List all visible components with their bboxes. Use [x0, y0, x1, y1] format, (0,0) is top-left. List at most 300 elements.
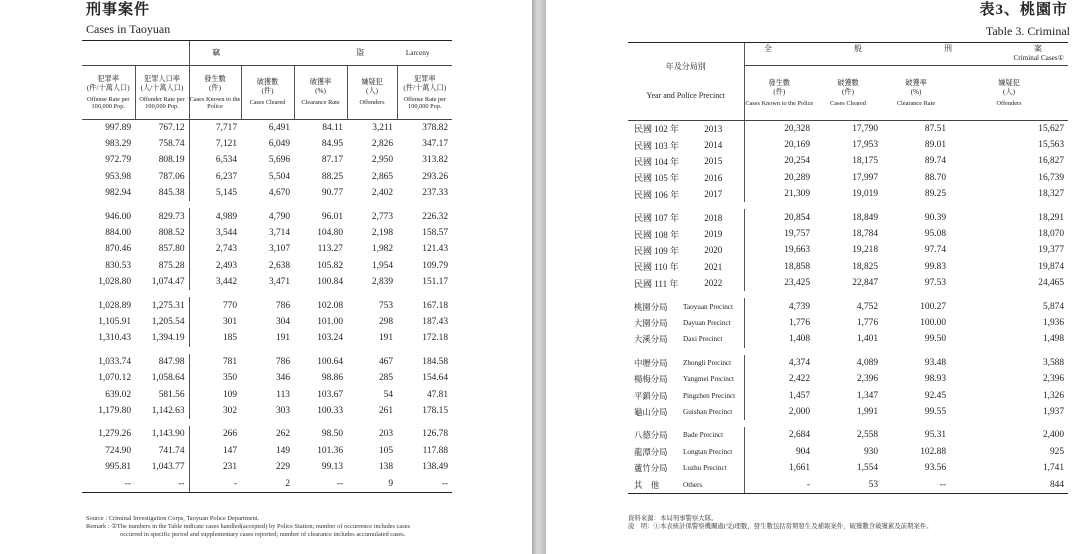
year-label-en: 2018 — [704, 212, 723, 223]
table-cell: 3,544 — [189, 225, 241, 241]
table-cell: 875.28 — [158, 260, 185, 271]
table-row — [82, 475, 452, 491]
table-cell: 99.50 — [924, 334, 946, 345]
table-cell: 786 — [275, 300, 290, 311]
column-header-zh: 嫌疑犯 — [998, 78, 1020, 87]
year-label-en: 2014 — [704, 140, 723, 151]
table-cell: 158.57 — [422, 228, 449, 239]
precinct-label-zh: 其 他 — [634, 480, 660, 490]
column-header — [814, 65, 882, 120]
criminal-group-header — [744, 43, 1068, 65]
column-header-unit: (%) — [315, 87, 326, 95]
table-cell: 5,504 — [268, 171, 290, 182]
table-cell: 90.39 — [924, 212, 946, 223]
stub-header-zh: 年及分局別 — [665, 62, 706, 72]
table-cell: 3,714 — [268, 228, 290, 239]
table-cell: 724.90 — [105, 445, 131, 456]
table-row — [82, 241, 452, 257]
table-cell: 1,142.63 — [151, 405, 185, 416]
table-cell: 104.80 — [317, 228, 343, 239]
table-cell: 87.51 — [924, 123, 946, 134]
table-cell: 997.89 — [105, 122, 131, 133]
table-cell: 138 — [378, 462, 393, 473]
table-cell: 753 — [378, 300, 393, 311]
table-row — [82, 152, 452, 168]
right-title-zh: 表3、桃園市 — [979, 2, 1068, 18]
table-row — [82, 459, 452, 475]
table-cell: 2,400 — [1042, 430, 1065, 441]
table-cell: 1,457 — [744, 387, 814, 403]
table-cell: 9 — [388, 478, 393, 489]
larceny-group-en: Larceny — [405, 48, 430, 57]
table-cell: 154.64 — [422, 373, 449, 384]
table-cell: 857.80 — [158, 244, 185, 255]
column-header-zh: 破獲率 — [309, 78, 332, 86]
table-cell: 741.74 — [158, 445, 185, 456]
precinct-label-en: Others — [683, 480, 703, 489]
table-cell: 844 — [1049, 479, 1065, 490]
table-cell: 178.15 — [422, 405, 449, 416]
table-cell: 21,309 — [744, 186, 814, 202]
table-row — [82, 258, 452, 274]
table-cell: 23,425 — [744, 275, 814, 291]
column-header-en: Offense Rate per 100,000 Pop. — [403, 95, 447, 110]
table-cell: 1,661 — [744, 460, 814, 476]
table-cell: 7,717 — [189, 119, 241, 136]
left-page — [0, 0, 532, 554]
group-spacer-cell — [82, 201, 452, 208]
table-row — [82, 426, 452, 442]
year-label-zh: 民國 110 年 — [634, 262, 679, 273]
table-cell: 581.56 — [158, 389, 185, 400]
table-cell: 313.82 — [422, 155, 449, 166]
stub-header — [628, 43, 744, 120]
column-header-unit: (件) — [842, 87, 854, 96]
column-header-en: Cases Known to the Police — [745, 99, 814, 107]
group-spacer-cell — [628, 202, 1068, 209]
table-cell: 5,696 — [268, 155, 290, 166]
table-cell: 2,558 — [856, 430, 878, 441]
table-cell: 350 — [189, 370, 241, 386]
column-header-zh: 犯罪率 — [97, 74, 120, 83]
table-cell: 1,326 — [1042, 390, 1065, 401]
table-cell: 184.58 — [422, 356, 449, 367]
table-cell: 18,825 — [852, 261, 878, 272]
year-label-en: 2017 — [704, 189, 723, 200]
criminal-group-zh: 全 般 刑 案 — [764, 44, 1065, 54]
year-label-en: 2016 — [704, 172, 723, 183]
table-cell: 2,839 — [371, 277, 393, 288]
column-header-unit: (件) — [209, 83, 221, 92]
table-cell: 830.53 — [105, 260, 131, 271]
table-cell: 2,000 — [744, 404, 814, 420]
column-header-unit: (人/十萬人口) — [140, 83, 184, 92]
group-spacer — [628, 420, 1068, 427]
column-header-en: Offender Rate per 100,000 Pop. — [139, 95, 185, 110]
column-header-zh: 發生數 — [204, 74, 226, 83]
table-cell: 17,997 — [852, 172, 878, 183]
column-header-zh: 破獲數 — [837, 78, 859, 87]
table-cell: 18,175 — [852, 156, 878, 167]
table-cell: 847.98 — [158, 356, 185, 367]
column-header-unit: (件) — [261, 87, 274, 95]
table-cell: 4,790 — [268, 211, 290, 222]
column-header-unit: (%) — [910, 87, 922, 96]
table-cell: 946.00 — [105, 211, 131, 222]
table-cell: 1,074.47 — [151, 277, 185, 288]
table-cell: 1,105.91 — [98, 316, 131, 327]
table-cell: 103.24 — [317, 333, 343, 344]
year-label-en: 2021 — [704, 261, 723, 272]
table-cell: 18,849 — [852, 212, 878, 223]
table-cell: 953.98 — [105, 171, 131, 182]
table-cell: 4,989 — [189, 208, 241, 224]
table-row — [82, 274, 452, 290]
table-row — [82, 386, 452, 402]
column-header — [397, 65, 452, 119]
precinct-label-zh: 八德分局 — [634, 431, 668, 441]
table-row — [82, 403, 452, 419]
table-cell: 829.73 — [158, 211, 185, 222]
table-cell: 17,953 — [852, 140, 878, 151]
table-cell: 88.25 — [321, 171, 343, 182]
right-source-note: 資料來源：本局刑事警察大隊。 — [628, 515, 718, 522]
table-cell: 1,741 — [1042, 463, 1065, 474]
table-cell: 1,991 — [856, 406, 878, 417]
table-cell: 105 — [378, 445, 393, 456]
table-row — [628, 298, 1068, 314]
table-cell: -- — [336, 478, 343, 489]
table-cell: 1,554 — [856, 463, 878, 474]
table-cell: 18,327 — [1038, 189, 1065, 200]
year-label-en: 2019 — [704, 229, 723, 240]
table-cell: 304 — [275, 316, 290, 327]
table-row — [82, 225, 452, 241]
table-cell: 2,865 — [371, 171, 393, 182]
table-cell: 18,291 — [1038, 212, 1065, 223]
left-header-blank — [82, 41, 189, 65]
table-cell: 93.48 — [924, 357, 946, 368]
table-cell: 88.70 — [924, 172, 946, 183]
precinct-label-en: Zhongli Precinct — [683, 358, 732, 367]
book-gutter — [532, 0, 546, 554]
table-cell: -- — [124, 478, 131, 489]
table-cell: 302 — [189, 403, 241, 419]
table-cell: 16,739 — [1038, 172, 1065, 183]
table-cell: 90.77 — [321, 188, 343, 199]
table-cell: 97.53 — [924, 278, 946, 289]
table-cell: 117.88 — [422, 445, 449, 456]
table-row — [628, 371, 1068, 387]
table-cell: 808.52 — [158, 228, 185, 239]
column-header-zh: 破獲率 — [905, 78, 927, 87]
table-cell: 2,684 — [744, 427, 814, 443]
table-cell: 266 — [189, 426, 241, 442]
precinct-label-en: Bade Precinct — [683, 431, 724, 440]
table-cell: 185 — [189, 330, 241, 346]
precinct-label-zh: 龍潭分局 — [634, 447, 668, 457]
table-row — [628, 120, 1068, 137]
table-cell: 98.93 — [924, 374, 946, 385]
table-cell: 1,028.80 — [98, 277, 131, 288]
precinct-label-en: Daxi Precinct — [683, 335, 723, 344]
precinct-label-en: Taoyuan Precinct — [683, 302, 733, 311]
precinct-label-zh: 桃園分局 — [634, 302, 668, 312]
table-cell: 262 — [275, 429, 290, 440]
table-cell: 5,145 — [189, 185, 241, 201]
table-cell: 1,058.64 — [151, 373, 185, 384]
table-cell: 105.82 — [317, 260, 343, 271]
precinct-label-en: Pingzhen Precinct — [683, 391, 736, 400]
table-cell: 15,563 — [1038, 140, 1065, 151]
table-cell: 767.12 — [158, 122, 185, 133]
table-cell: 100.84 — [317, 277, 343, 288]
table-cell: 770 — [189, 297, 241, 313]
column-header-en: Clearance Rate — [896, 99, 936, 107]
table-cell: 18,070 — [1038, 229, 1065, 240]
table-cell: 4,739 — [744, 298, 814, 314]
column-header — [347, 65, 397, 119]
precinct-label-zh: 大園分局 — [634, 318, 668, 328]
left-remark-line2: occurred in specific period and supplementary cases reported; number of clearance includes accumulated cases. — [120, 531, 406, 538]
group-spacer — [82, 290, 452, 297]
table-cell: 995.81 — [105, 462, 131, 473]
table-cell: 22,847 — [852, 278, 878, 289]
group-spacer — [628, 291, 1068, 298]
table-cell: 3,107 — [268, 244, 290, 255]
table-cell: 2,198 — [371, 228, 393, 239]
table-cell: 3,211 — [372, 122, 393, 133]
table-cell: 226.32 — [422, 211, 449, 222]
larceny-table — [82, 40, 452, 493]
table-row — [82, 370, 452, 386]
table-row — [628, 259, 1068, 275]
year-label-zh: 民國 102 年 — [634, 124, 680, 135]
table-cell: 7,121 — [189, 136, 241, 152]
table-row — [82, 330, 452, 346]
column-header — [882, 65, 950, 120]
column-header-unit: (件/十萬人口) — [403, 83, 447, 92]
right-remark-note: 說 明：①本表統計係警察機關處(受)理數，發生數包括當期發生及補報案件，破獲數含破獲累及前期案件。 — [628, 523, 933, 530]
table-cell: -- — [441, 478, 449, 489]
table-cell: 972.79 — [105, 155, 131, 166]
table-cell: 113 — [276, 389, 290, 400]
table-row — [628, 427, 1068, 443]
table-cell: 4,089 — [856, 357, 878, 368]
column-header-en: Cases Cleared — [830, 99, 866, 107]
table-cell: 191 — [378, 333, 393, 344]
table-row — [628, 186, 1068, 202]
criminal-cases-table — [628, 42, 1068, 494]
table-cell: 100.33 — [317, 405, 343, 416]
table-cell: 285 — [378, 373, 393, 384]
table-row — [628, 460, 1068, 476]
table-cell: 93.56 — [924, 463, 946, 474]
table-cell: 4,670 — [268, 188, 290, 199]
table-cell: 293.26 — [422, 171, 449, 182]
table-cell: 89.74 — [924, 156, 946, 167]
table-cell: 237.33 — [422, 188, 449, 199]
table-row — [628, 387, 1068, 403]
table-row — [82, 443, 452, 459]
table-cell: 3,588 — [1042, 357, 1065, 368]
table-cell: 47.81 — [426, 389, 449, 400]
column-header — [950, 65, 1068, 120]
table-cell: 229 — [275, 462, 290, 473]
column-header-unit: (件/十萬人口) — [86, 83, 130, 92]
table-cell: 203 — [378, 429, 393, 440]
table-cell: 100.00 — [920, 317, 946, 328]
larceny-group-header — [189, 41, 452, 65]
year-label-zh: 民國 109 年 — [634, 245, 680, 256]
column-header — [744, 65, 814, 120]
table-cell: 99.83 — [924, 261, 946, 272]
table-cell: 16,827 — [1038, 156, 1065, 167]
table-cell: 808.19 — [158, 155, 185, 166]
table-cell: 983.29 — [105, 139, 131, 150]
table-cell: 982.94 — [105, 188, 131, 199]
table-cell: 18,858 — [744, 259, 814, 275]
table-cell: 298 — [378, 316, 393, 327]
table-cell: 1,936 — [1042, 317, 1065, 328]
table-cell: 103.67 — [317, 389, 343, 400]
table-cell: 18,784 — [852, 229, 878, 240]
table-row — [82, 119, 452, 136]
table-cell: 6,534 — [189, 152, 241, 168]
table-cell: 6,237 — [189, 169, 241, 185]
year-label-en: 2013 — [704, 123, 723, 134]
table-cell: 3,442 — [189, 274, 241, 290]
table-cell: 346 — [275, 373, 290, 384]
table-cell: 89.25 — [924, 189, 946, 200]
table-cell: 1,275.31 — [151, 300, 185, 311]
table-cell: 1,143.90 — [151, 429, 185, 440]
table-cell: 126.78 — [422, 429, 449, 440]
table-row — [82, 314, 452, 330]
group-spacer — [628, 202, 1068, 209]
table-cell: - — [744, 476, 814, 492]
table-cell: 6,049 — [268, 139, 290, 150]
left-source-note: Source : Criminal Investigation Corps, Taoyuan Police Department. — [86, 515, 260, 522]
column-header-unit: (人) — [1003, 87, 1016, 96]
table-cell: 231 — [189, 459, 241, 475]
stub-header-en: Year and Police Precinct — [646, 91, 725, 101]
table-row — [628, 315, 1068, 331]
table-cell: 87.17 — [321, 155, 343, 166]
precinct-label-zh: 楊梅分局 — [634, 375, 668, 385]
column-header-en: Offenders — [996, 99, 1022, 107]
table-cell: -- — [939, 479, 946, 490]
table-cell: 1,776 — [856, 317, 878, 328]
table-cell: 54 — [383, 389, 393, 400]
table-cell: 138.49 — [422, 462, 449, 473]
criminal-group-en: Criminal Cases① — [1013, 54, 1065, 63]
group-spacer — [82, 419, 452, 426]
table-cell: 19,757 — [744, 226, 814, 242]
table-cell: 98.86 — [321, 373, 343, 384]
table-cell: 2,773 — [371, 211, 393, 222]
table-row — [628, 209, 1068, 225]
precinct-label-en: Dayuan Precinct — [683, 318, 731, 327]
column-header-en: Cases Cleared — [249, 99, 286, 106]
table-row — [82, 185, 452, 201]
year-label-zh: 民國 104 年 — [634, 156, 680, 167]
year-label-zh: 民國 103 年 — [634, 140, 680, 151]
table-cell: 639.02 — [105, 389, 131, 400]
table-cell: 99.13 — [321, 462, 343, 473]
table-cell: 787.06 — [158, 171, 185, 182]
table-cell: 19,218 — [852, 245, 878, 256]
table-cell: 1,070.12 — [98, 373, 131, 384]
table-cell: 1,347 — [856, 390, 878, 401]
table-cell: 2,743 — [189, 241, 241, 257]
table-cell: 100.64 — [317, 356, 343, 367]
table-row — [82, 354, 452, 370]
year-label-zh: 民國 106 年 — [634, 189, 680, 200]
table-cell: 1,205.54 — [151, 316, 185, 327]
table-row — [628, 444, 1068, 460]
table-cell: 1,954 — [371, 260, 393, 271]
table-cell: 2,638 — [268, 260, 290, 271]
table-cell: 84.11 — [322, 122, 343, 133]
table-cell: 20,328 — [744, 120, 814, 137]
table-row — [628, 355, 1068, 371]
table-cell: 95.31 — [924, 430, 946, 441]
table-cell: 758.74 — [158, 139, 185, 150]
table-cell: 781 — [189, 354, 241, 370]
table-cell: 1,498 — [1042, 334, 1065, 345]
table-row — [628, 226, 1068, 242]
year-label-zh: 民國 107 年 — [634, 213, 680, 224]
table-cell: 151.17 — [422, 277, 449, 288]
precinct-label-zh: 中壢分局 — [634, 358, 668, 368]
table-cell: 1,937 — [1042, 406, 1065, 417]
table-cell: 20,854 — [744, 209, 814, 225]
table-cell: 1,028.89 — [98, 300, 131, 311]
table-cell: 1,401 — [856, 334, 878, 345]
left-title-en: Cases in Taoyuan — [86, 22, 171, 36]
table-cell: 147 — [189, 443, 241, 459]
table-row — [628, 153, 1068, 169]
table-cell: 99.55 — [924, 406, 946, 417]
precinct-label-en: Luzhu Precinct — [683, 464, 727, 473]
table-cell: 1,310.43 — [98, 333, 131, 344]
table-cell: 1,408 — [744, 331, 814, 347]
group-spacer — [82, 201, 452, 208]
table-cell: 870.46 — [105, 244, 131, 255]
precinct-label-zh: 平鎮分局 — [634, 391, 668, 401]
column-header-zh: 犯罪人口率 — [144, 74, 180, 83]
left-remark-line1: Remark : ①The numbers in the Table indicate cases handled(accepted) by Police Station; number of occurrence includes cases — [86, 523, 411, 530]
column-header — [294, 65, 347, 119]
left-title-zh: 刑事案件 — [86, 2, 151, 18]
precinct-label-en: Longtan Precinct — [683, 447, 733, 456]
table-row — [628, 170, 1068, 186]
column-header — [241, 65, 294, 119]
group-spacer-cell — [82, 419, 452, 426]
table-cell: 4,374 — [744, 355, 814, 371]
table-cell: 121.43 — [422, 244, 449, 255]
table-row — [628, 331, 1068, 347]
table-cell: 1,279.26 — [98, 429, 131, 440]
table-row — [82, 169, 452, 185]
group-spacer — [628, 348, 1068, 355]
table-cell: 167.18 — [422, 300, 449, 311]
table-cell: 97.74 — [924, 245, 946, 256]
table-cell: 102.88 — [920, 446, 946, 457]
table-cell: 2,493 — [189, 258, 241, 274]
table-cell: 2,826 — [371, 139, 393, 150]
